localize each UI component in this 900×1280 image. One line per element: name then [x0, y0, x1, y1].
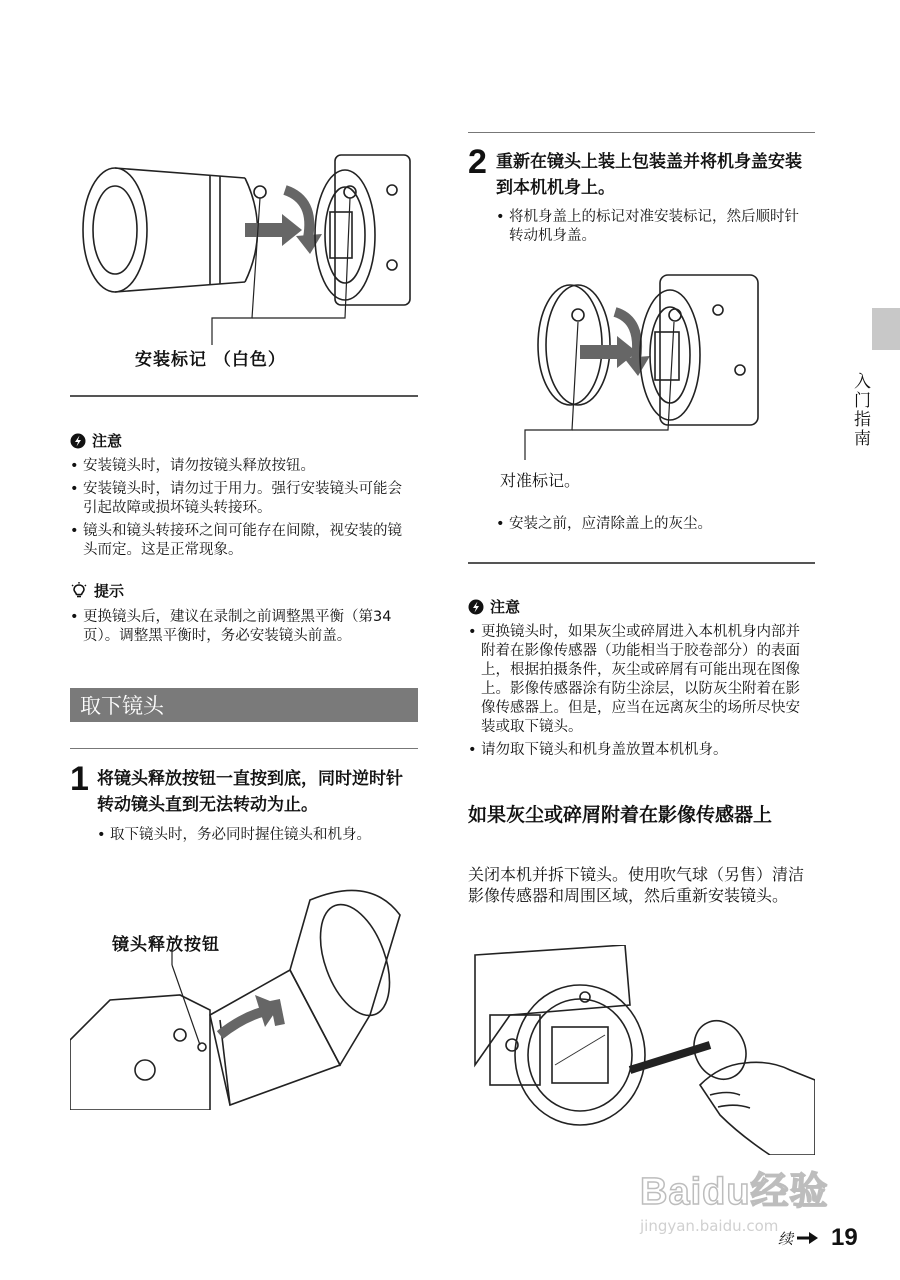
- list-item: • 将机身盖上的标记对准安装标记，然后顺时针转动机身盖。: [496, 208, 806, 246]
- list-item: • 安装镜头时，请勿按镜头释放按钮。: [70, 457, 415, 476]
- list-item: • 更换镜头后，建议在录制之前调整黑平衡（第34页）。调整黑平衡时，务必安装镜头前盖。: [70, 608, 415, 646]
- dust-heading: 如果灰尘或碎屑附着在影像传感器上: [468, 804, 773, 826]
- side-tab-label: 入门指南: [850, 372, 870, 448]
- figure-lens-mounting: [70, 150, 415, 360]
- divider: [468, 562, 815, 564]
- caution-list: [70, 457, 415, 564]
- step-bullets: [97, 826, 397, 849]
- list-item: • 请勿取下镜头和机身盖放置本机机身。: [468, 741, 813, 760]
- step-instruction: 重新在镜头上装上包装盖并将机身盖安装到本机机身上。: [496, 152, 802, 198]
- caution-list: [468, 623, 813, 764]
- list-item: • 取下镜头时，务必同时握住镜头和机身。: [97, 826, 397, 845]
- align-mark-label: 对准标记。: [500, 471, 581, 490]
- fig2-bullets: [496, 515, 806, 538]
- step-bullets: [496, 208, 806, 250]
- arrow-right-icon: [797, 1231, 819, 1245]
- lightbulb-icon: [70, 582, 88, 600]
- list-item: • 镜头和镜头转接环之间可能存在间隙，视安装的镜头而定。这是正常现象。: [70, 522, 415, 560]
- caution-heading: [468, 596, 520, 617]
- figure-lens-removal: [70, 875, 415, 1110]
- figure-body-cap: [500, 270, 760, 460]
- list-item: • 安装镜头时，请勿过于用力。强行安装镜头可能会引起故障或损坏镜头转接环。: [70, 480, 415, 518]
- step-number: 2: [468, 143, 487, 181]
- step-number: 1: [70, 760, 89, 798]
- figure-sensor-cleaning: [470, 945, 815, 1155]
- watermark-brand: Baidu经验: [640, 1171, 829, 1213]
- divider: [468, 132, 815, 133]
- caution-heading: [70, 430, 122, 451]
- side-tab-marker: [872, 308, 900, 350]
- caution-icon: [468, 599, 484, 615]
- step-instruction: 将镜头释放按钮一直按到底，同时逆时针转动镜头直到无法转动为止。: [97, 769, 403, 815]
- caution-icon: [70, 433, 86, 449]
- tips-list: [70, 608, 415, 650]
- footer: [778, 1224, 858, 1252]
- tips-heading: [70, 580, 124, 601]
- mount-mark-label: 安装标记 （白色）: [135, 350, 286, 370]
- page-number: 19: [831, 1224, 858, 1251]
- caution-title: 注意: [92, 432, 123, 450]
- caution-title: 注意: [490, 598, 521, 616]
- divider: [70, 748, 418, 749]
- list-item: • 更换镜头时，如果灰尘或碎屑进入本机机身内部并附着在影像传感器（功能相当于胶卷部分）的表面上，根据拍摄条件，灰尘或碎屑有可能出现在图像上。影像传感器涂有防尘涂层，以防灰尘附着在影像传感器上。但是，应当在远离灰尘的场所尽快安装或取下镜头。: [468, 623, 813, 737]
- divider: [70, 395, 418, 397]
- dust-body: 关闭本机并拆下镜头。使用吹气球（另售）清洁影像传感器和周围区域，然后重新安装镜头。: [468, 865, 805, 905]
- section-title-remove-lens: 取下镜头: [70, 688, 418, 722]
- watermark-url: jingyan.baidu.com: [640, 1217, 779, 1235]
- list-item: • 安装之前，应清除盖上的灰尘。: [496, 515, 806, 534]
- continued-label: 续: [778, 1229, 794, 1248]
- tips-title: 提示: [94, 582, 125, 600]
- release-button-label: 镜头释放按钮: [112, 935, 220, 955]
